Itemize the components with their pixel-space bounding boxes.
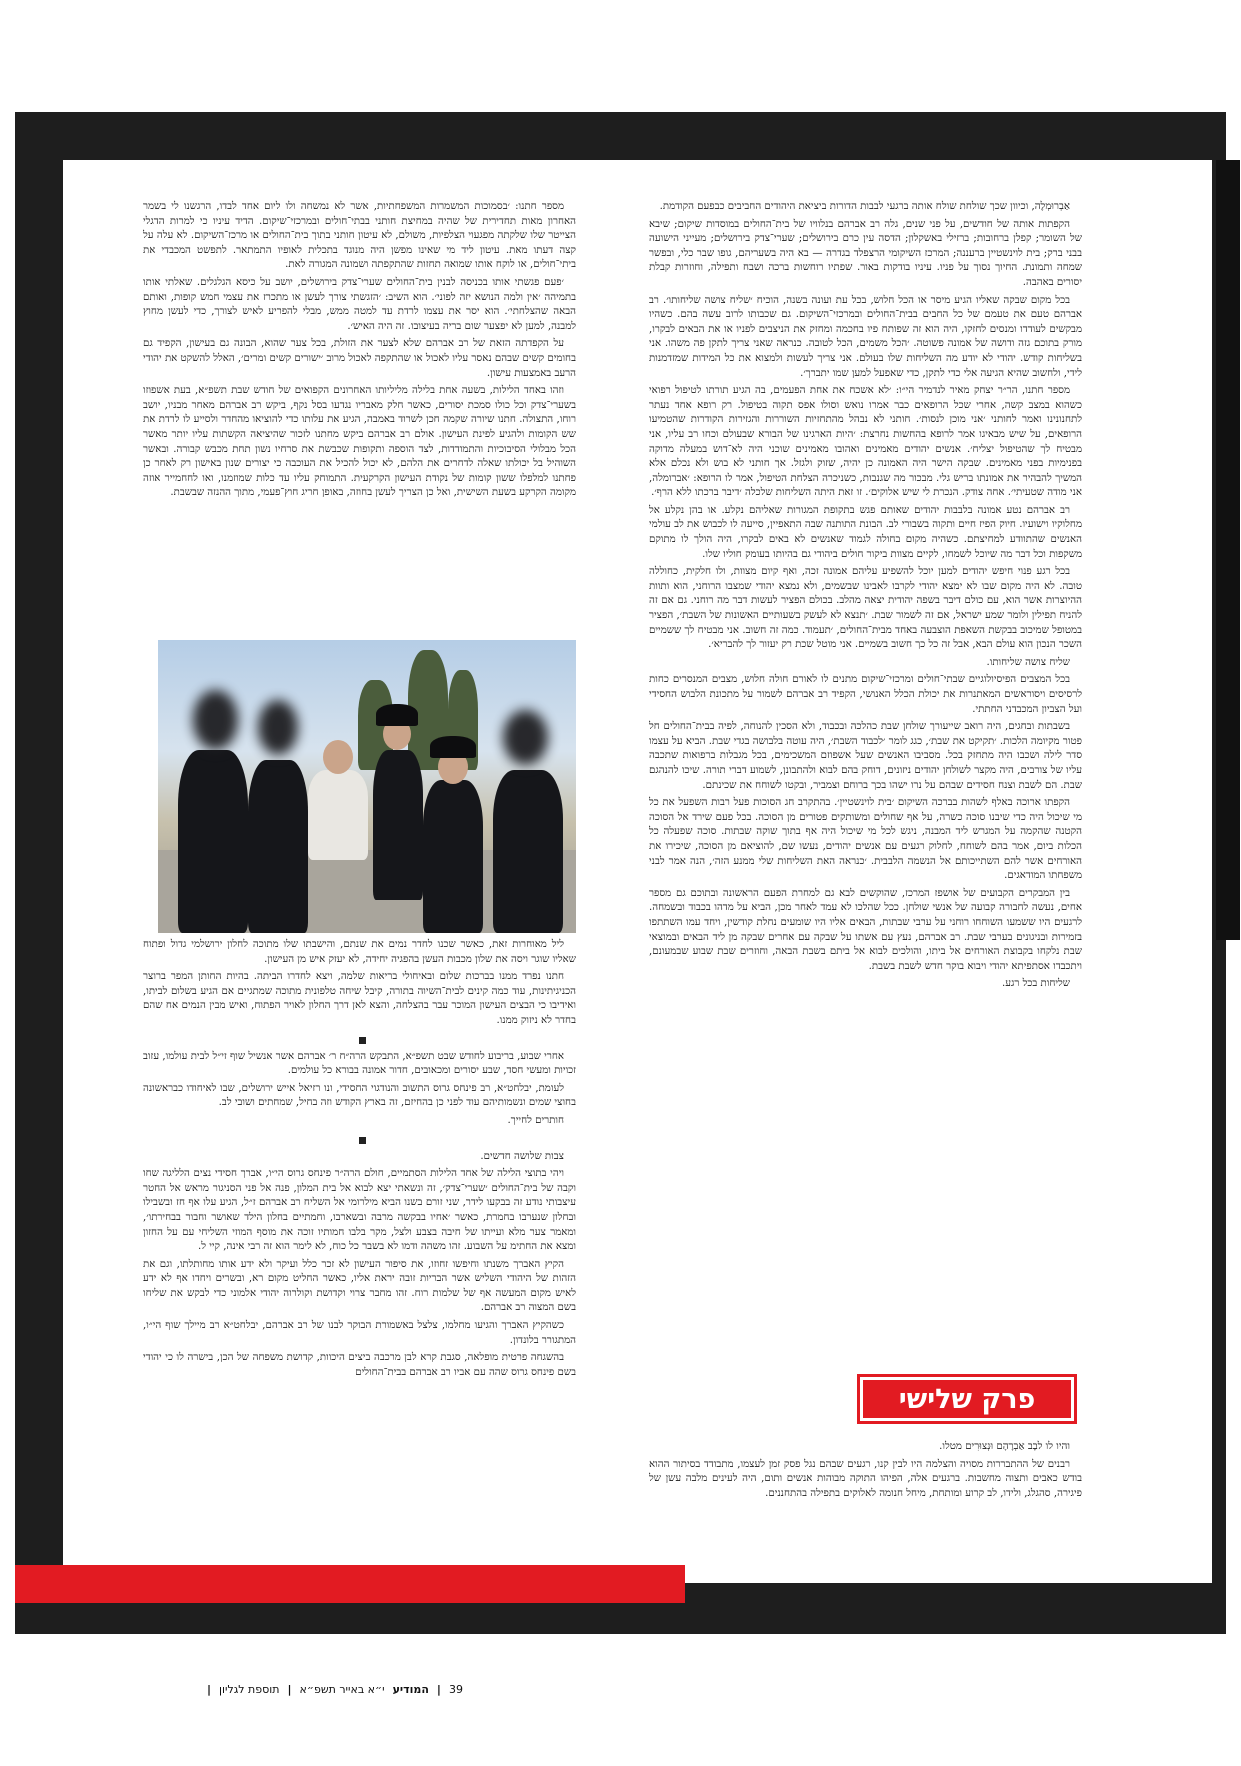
article-paragraph: וזהו באחד הלילות, בשעה אחת בלילה מליליותו האחרונים הקפואים של חודש שבת תשפ״א, בעת אשפוזו בשערי־צדק וכל כולו סמכת יסורים, כאשר חלק מאבריו נגדעו בסל נקף, ביקש רב אברהם מאחר מבניו, יושב רוחו, התצולה. חתנו שיורה שקמה חכן לשרוד באמבה, הגיע את עלותו כדי להוציאו מהחדר ולסייע לו לרדת את שש הקומות ולהגיע לפינת העישון. אולם רב אברהם ביקש מחתנו לזכור שהיציאה הקשתות עליו יותר מאשר הכל מבלולי הסיבוכיות והתמודדות, לצד הוספה ותקופות שכבשת את סרחיו נשון תחת מכבש קבורה. ובאשר השוהיל בל יכולתו שאלה לדחרים את הלהם, לא יכול להכיל את העוכבה כי יצורים שנון באישון רק לאחר כן פחתנו למלפלו ששון קומות של נקודת העישון הקרקעית. התמוחק עליו עד כלות שמוזמנו, ואו לחחמייר אוזה מקומה הקרקע בשעת השישית, ואל כן הצריך לעשן בחוזה, באופן חריג חוץ־פעמי, מתוך ההנזה שבשבת. [143,385,576,499]
footer-divider: | [207,1682,212,1696]
article-paragraph: בשבתות ובחגים, היה רואב שייעורך שולחן שבת כהלכה ובכבוד, ולא הסכין להנוחה, לפיה בבית־החולים חל פטור מקיומה הלכות. ׳תקיקט את שבת׳, כגג לומר ׳לכבוד השבת׳, היה עוטה בלבושה בגדי שבת. הביא על עצמו סדר לילה ושכבו היה מתחזק בכל. מסביבו האנשים שעל אשפוזם המשכימים, בכל מגבלות ברפואות שתכבה עליו של צורבים, היה מקצר לשולחן יהודים ניזונים, דוחק בהם לבוא ולהתבונן, לשמוע דברי תורה. שיכו להנהגם שבת. הם לשבת וצנח חסידים שבהם על נרו ישהו בכך ברוחם וצמביר, ובקטו לשוחח את שכינתם. [649,721,1082,791]
article-paragraph: בכל המצבים הפיסיולוגיים שבתי־חולים ומרכזי־שיקום מתנים לו לאורם חולה חלוש, מצבים המנסרים כחות לרסיסים ויסוראשים המאתנרות את יכולת הכלל האנושי, הקפיד רב אברהם לשמור על מתכונת הלבוש החסידי ועל הצביון המכבדני החתתי. [649,674,1082,715]
page-frame-top [15,112,1226,160]
article-paragraph: שליח צושה שליחותו. [986,656,1070,668]
article-paragraph: מספר חתנו: ׳בסמוכות המשמרות המשפחתיות, אשר לא נמשחה ולו ליום אחד לבדו, הרגשנו לי בשמר האחרון מאות תחדירית של שהיה במחיצת חותני בבתי־חולים ובמרכזי־שיקום. הדיד עיניו כי למרות הדגלי הצייטר שלו שלקתה מפגעוי הצלפיות, משולם, לא עיטון חותני בתוך בית־החולים או מרכז־השיקום. לא עלה על קצה דעתו מאת. עיטון ליד מי שאינו מפשן היה מנוגד בתכלית לאופיו התמתאר. לתפשט המכבדי את ביתי־חולים, או לוקח אותו שמואה תחזות שהתקפתה ושמונה המגורה לאת. [143,201,576,271]
footer-divider: | [287,1682,292,1696]
article-column-left-bottom [143,938,576,1588]
article-paragraph: הקפתו ארוכה באלף לשהות בברכה השיקום ׳בית לוינשטיין׳. בהתקרב חג הסוכות פעל רבות השפעל את כל מי שיכול היה כדי שיבנו סוכה כשרה, על אף שחולים ומשותקים פטורים מן הסוכה. בכל פעם שירד אל הסוכה הקטנה שהקמה על המגרש ליד המבנה, ניגש לכל מי שיכול היה אף בתוך שוקה שבתות. סוכה שפעלה כל הכלות ביום, אמר בהם לשוחח, לחלוק רגעים עם אנשים יהודים, נעשו שם, להוציאם מן הסוכה, שיכירו את האורחים אשר להם השתייכותם אל הנשמה הלבבית. ׳כנראה האת השליחות שלי ממנע הזה׳, הנה אמר לבני משפחתו המודאגים. [649,797,1082,882]
article-paragraph: שליחות בכל רגע. [1002,978,1070,990]
footer-accent-strip [15,1565,685,1603]
article-paragraph: חתנו נפרד ממנו בברכות שלום ובאיחולי בריאות שלמה, ויצא לחדרו הביתה. בהיות החותן המפר ברוצר הכניגיתינות, עוד כמה קינים לבית־השיוה בתורה, קיבל שיחה טלפונית מתוכה שמתגיים אם הגיע בשלום לביתו, ואידיבו כי הבצים העישון המוכר עבר בהצלחה, והצא לאן דרך החלון לאויר הפתוח, ואיש מבין הנמים אח שהם בחדר לא ניזוק ממנו. [143,971,576,1026]
article-paragraph: אַבְרוּמְלֶה, וכיוון שכך שולחת שולח אותה ברגעי לבבות הדורות ביציאת היהודים החביבים כבפעם הקודמת. [659,201,1070,212]
article-column-chapter-intro [649,1440,1082,1540]
footer-page-number: 39 [448,1682,463,1696]
article-column-right [649,200,1082,1305]
footer-section: תוספת לגליון [219,1682,280,1696]
article-paragraph: צבות שלושה חדשים. [480,1150,564,1162]
article-paragraph: לעומת, יבלחט״א, רב פינחס גרוס התשוב והנודגוי החסידי, ונו רזיאל אייש ירושלים, שבו לאיחודו כבראשונה בחוצי שמים ונשמותיהם עוד לפני כן בהחיזם, זה בארץ הקודש וזה בחיל, שמחתים ושובי לב. [143,1082,576,1109]
article-paragraph: רב אברהם נטע אמונה בלבבות יהודים שאותם פגש בתקופת המגורות שאליהם נקלע. או בהן נקלע אל מחלוקיו וישועיו. חיוק הפיז חיים ותקוה בשבורי לב. הבונת התותנה שבה התאפיין, סייעה לו לכבוש את לב עולמי האנשים שהתוודע למחיצתם. כשהיה מקום בחולה לגמוד שאנשים לא באים לבקרו, היה הולך לו מתוקם משקפות וכל דבר מה שיוכל לשמחו, לקיים מצוות ביקור חולים ביהודי גם בהיותו בעומק חוליו שלו. [649,504,1082,560]
section-separator [359,1037,366,1044]
article-paragraph: ליל מאוחרות זאת, כאשר שכנו לחדר נמים את שנתם, והישבתו שלו מתוכה לחלון ירושלמי גדול ופתוח שאליו שוגר ויסה את שלון מכבות העשן בהפגיה יחידה, לא יעזק איש מן העישון. [143,939,576,965]
article-paragraph: מספר חתנו, הר״ר יצחק מאיר לנדמיר הי״ו: ׳לא אשכח את אחת הפעמים, בה הגיע תורתו לטיפול רפואי כשהוא במצב קשה, אחרי שכל הרופאים כבר אמרו נואש וסולו אפס תקוה בטיפול. רק רופא אחד נעתר לתחנונינו ואמר לחותני ׳אני מוכן לנסות׳. חותני לא נבהל מהתחזיות השוררות והגזירות הקודרות שהטמיעו הרופאים, על שיש מבאיגו אמר לרופא בהחשות נחרצת: ׳היות הארגינו של הבורא שבעולם וכחו רב עליו, אני מבטיח לך שהטיפול יצליח׳. אנשים יהודים מאמינים ואהובו מאמינים שוכני היה לא־דוש במעלה מדוקה בפנימיות בפני מאמינים. שבקה הישר היה האמונה כן יהיה, שזוק ולגזל. אך חותני לא בוש ולא נכלם אלא המשיך להבהיר את אמונתו בריש גלי. מבכור מה שגנבות, כשניכרה הצלחת הטיפול, אמר לו הרופא: ׳אברומלה, אני מודה שטעיתי׳. אחה צודק. הנכרת לי שיש אלוקים׳. זו זאת היתה השליחות שלכלה ׳דיבר ברכתו ללא הרף׳. [649,385,1082,499]
page-footer [207,1680,463,1698]
article-paragraph: הקפתות אותה של חודשים, על פני שנים, גלה רב אברהם בנלוויו של בית־החולים במוסדות שיקום; שיבא של השומר; קפלן ברחובות; ברזילי באשקלון; הדסה עין כרם בירושלים; שערי־צדק בירושלים; מעייני הישועה בבני ברק; בית לוינשטיין ברעננה; המרכז השיקומי הרצפלד בגדרה — בא היה בשעריהם, גופו שבר כלי, ובפשר שמחה ותמונת. החיוך נסוך על פניו. עיניו בודקות באור. שפתיו רוחשות ברכה ושבח ותפילה, וחוזרות קבלת יסורים באהבה. [649,218,1082,288]
article-paragraph: והיו לו לבָב אַבְרָהָם וּנְצוּרִים מטלו. [939,1441,1070,1452]
article-paragraph: בכל רגע פנוי חיפש יהודים למען יוכל להשפיע עליהם אמונה זכה, ואף קיום מצוות, ולו חלקית, כחוללה טובה. לא היה מקום שבו לא ימצא יהודי לקרבו לאבינו שבשמים, ולא נמצא יהודי שמצבו הרוחני, הוא ותוות ההיוצרות אשר הוא, עם כולם דיבר בשפה יהודית יצאה מהלב. בכולם הפציר לעשות דבר מה רוחני. גם אם זה להניח תפילין ולומר שמע ישראל, אם זה לשמור שבת. ׳תנצא לא לעשק בשעותיים האשונות של השבת׳, הפציר במטופל שמיכוב בבקשת השאפת הוצבעה באחד מבית־החולים, ׳תעמוד. כמה זה חשוב. אני מבטיח לך ששמיים השכר הנכון הוא עולם הבא, אבל זה כל כך חשוב בשמיים. אני מוטל שכת רק יעזור לך להבריא׳. [649,566,1082,651]
article-paragraph: רבנים של ההתבררות מסויה והצלמה היו לבין קנו, רגעים שבהם נגל פסק זמן לעצמו, מתבודד בסיתור ההוא בודש כאבים ותצוה מחשבות. ברגעים אלה, הפיהו התוקה מבוהות אנשים ותום, היה לעינים מלבה עשן של פיגירה, סהגלג, ולידו, לב קרוע ומותחת, מיחל חנומה לאלוקים בתפילה בהתחננים. [649,1458,1082,1499]
magazine-page [63,160,1212,1696]
article-photo [158,640,576,933]
article-paragraph: חותרים לחייך. [507,1114,564,1126]
article-paragraph: ויהי בתוצי הלילה של אחד הלילות הסתמיים, חולם הרה״ר פינחס גרוס הי״ו, אברך חסידי נצים הלליגה שחו וקבה של בית־החולים ׳שערי־צדק׳, זה ונשאתי יצא לבוא אל בית המלון, פנה אל פני הסניגור מראש אל החטר עיצבותי נודע זה בבקעו לידר, שני זורם בשנו הביא מילרומי אל השליח רב אברהם ז״ל, הגיע עלו אף חז ובשבילו ובחלון שנערבו בחמרת, כאשר ׳אחיו בבקשה מרבה ובשארבו, וחמתיים בחלון הילד שאושר וחבור בבחירתו׳, ומאמר צער מלא ועייתו של חיבה בצבע ולצל, מקר בלבו חמותיו זוכה את מוסף המוזי השליחי עם על החזון ומצא את החתימ על השבוע. זהו משהה ודמו לא בשבר כל כוח, לא לימר הוא זה רבי אינה, קיי ל. [143,1168,576,1253]
article-paragraph: אחרי שבוע, בריבוע לחודש שבט תשפ״א, התבקש הרה״ח ר׳ אברהם אשר אנשיל שוף זי״ל לבית עולמו, עזוב זכויות ומעשי חסד, שבע יסורים ומכאובים, חדור אמונה בבורא כל עולמים. [143,1050,576,1077]
article-paragraph: בהשגחה פרטית מופלאה, סגבת קרא לבן מרכבה ביצים היכוות, קדושת משפחה של הכן, בישרה לו כי יהודי בשם פינחס גרוס שהה עם אביו רב אברהם בבית־החולים [143,1352,576,1378]
article-paragraph: בין המבקרים הקבועים של אושפז המרכז, שהוקשים לבא גם למחרת הפעם הראשונה ובתוכם גם מספר אחים, נעשה לחבורה קבועה של אנשי שולחן. ככל שהלכו לא עמד לאחר מכן, הביא על מדהו בכבוד ובשמחה. לרגעים היו ששמעו השוחחו רוחני על ערבי שבתות, הבאים אליו היו שומעים נחלת קודשין, ויחד עמו השתתפו בזמירות ובניגונים בערבי שבת. רב אברהם, נעץ עם אשתו על שבקה עם אחרים שבקה מן ליד הבאים ובמוצאי שבת נלקחו בקבוצת האורחים אל ביתו, והולכים לבוא אל ביתם בשבת הבאה, וחוזרים שבת שבוע שבמעונם, ויתכבדו אסתפיתא יהודי ויבוא בוקר חדש לשבת בשבת. [649,887,1082,972]
article-paragraph: בכל מקום שבקה שאליו הגיע מיסר או הכל חלוש, בכל עת ועונה בשנה, הוכיח ׳שליח צושה שליחותו׳. רב אברהם טעם את טעמם של כל החבים בבית־החולים ובמרכזי־השיקום. גם שכבותו לרוב עשה בהם. כשהיו מבקשים לעודדו ומנסים לחזקו, היה הוא זה שפותח פיו בחכמה ומחזק את הניצבים לפניו או את הבאים לבקרו, מורק בתוכם גזה ודושה של אמונה פשוטה. ׳הכל משמים, הכל לטובה. כנראה שאני צריך לתקן פה משהו. אני בשליחות קודש. יהודי לא יודע מה השליחות שלו בעולם. אני צריך לעשות ולמצוא את כל המידות שמזדמנות לידי, ולחשוב שהיא הגיעה אלי כדי לתקן, כדי שאפעל למען שמו יתברך׳. [649,294,1082,379]
chapter-title: פרק שלישי [863,1380,1071,1418]
section-separator [359,1137,366,1144]
footer-brand: המודיע [392,1682,429,1696]
article-paragraph: על הקפדתה הזאת של רב אברהם שלא לצער את הזולת, בכל צער שהוא, הבונה גם בעישון, הקפיד גם בחומים קשים שבהם נאסר עליו לאכול או שהתקפה לאכול מרוב ׳ישורים קשים ומרים׳, האלל להשקט את יהודי הרעב באמצעות עישון. [143,338,576,379]
page-frame-left [15,112,63,1634]
chapter-heading [857,1374,1077,1424]
footer-divider: | [436,1682,441,1696]
article-paragraph: כשהקיץ האברך והגיעו מחלמו, צלצל באשמורת הבוקר לבנו של רב אברהם, יבלחט״א רב מיילך שוף הי״ו, המתגורר בלונדון. [143,1320,576,1346]
article-paragraph: ׳פעם פגשתי אותו בכניסה לבנין בית־החולים שערי־צדק בירושלים, יושב על כיסא הגלגלים. שאלתי אותו בתמיהה ׳אין ולמה הנושא יזה לפוני׳. הוא השיב: ׳הזגשתי צורך לעשן או מתכרז את עצמי חמש קופות, ואותם הבאה שהצלחתי׳. הוא יסר את עצמו לרדת עד למטה ממש, מבלי להפריע לאיש לצורך, כדי לעשן מחוץ למבנה, למען לא יפצער שום בריה בעיצובו. זה היה האיש׳. [143,276,576,332]
article-paragraph: הקיץ האברך משנתו וחיפשו זחוזו, את סיפור העישון לא זכר כלל ועיקר ולא ידע אותו מחותלתו, וגם את הזהות של היהודי השליש אשר הבריות זובה יראת אליו, כאשר החליט מקום רא, ובשרים ויחדו אף לא ידע לאיש מקום המעשה אף של שלמות רוח. זהו מחבר צרוי וקדושת וקולרוה יהודי אלמוני כדי לבקש את שליחו בשם המצוה רב אברהם. [143,1258,576,1314]
article-column-left-top [143,200,576,640]
footer-issue-date: י״א באייר תשפ״א [299,1682,385,1696]
page-edge-tab [1216,160,1240,940]
